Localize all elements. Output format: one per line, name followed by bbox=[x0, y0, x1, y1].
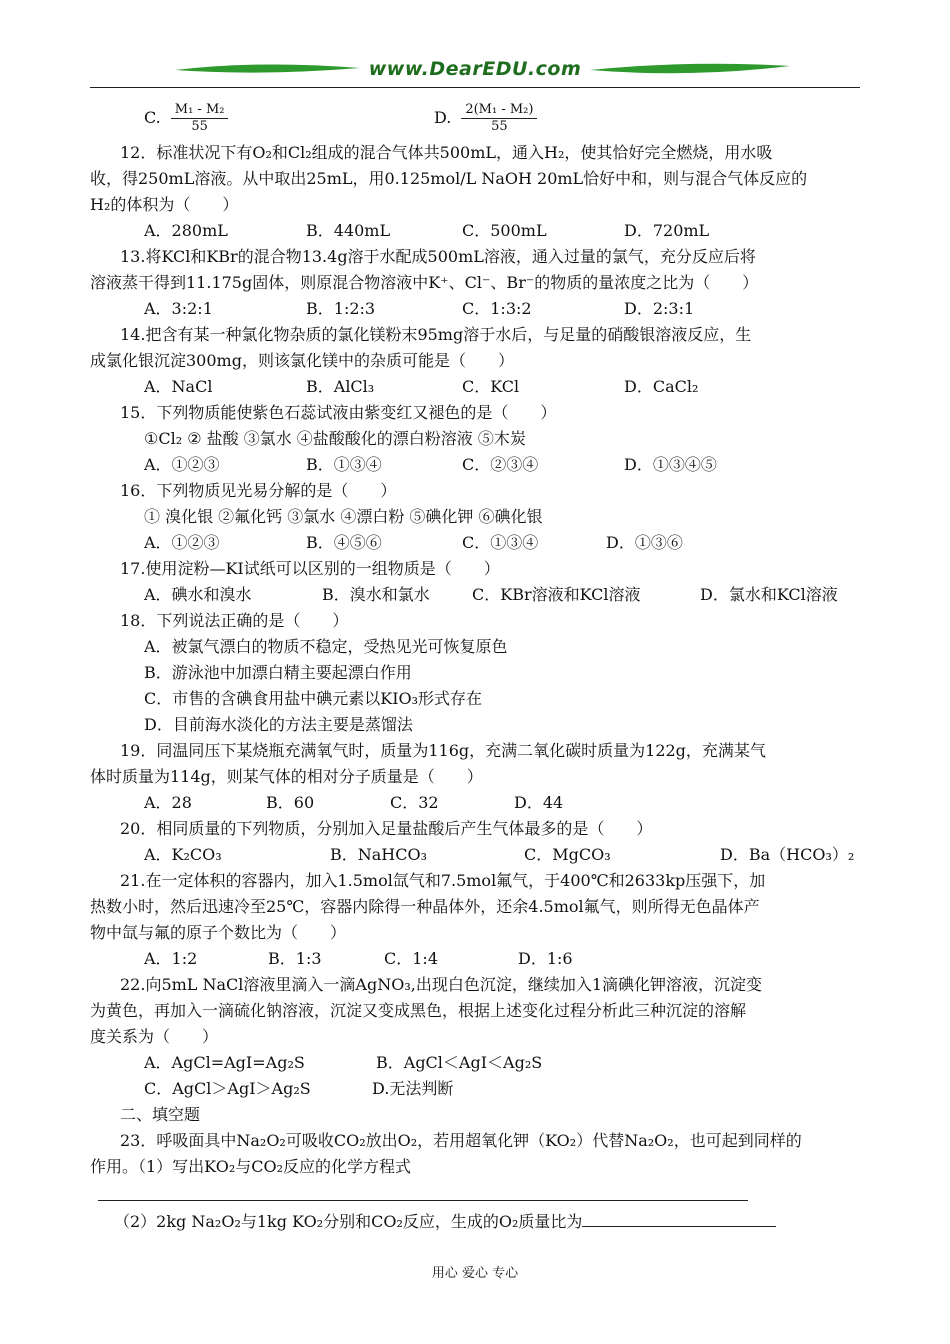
option-row bbox=[120, 218, 865, 244]
question-text: 17.使用淀粉—KI试纸可以区别的一组物质是（ ） bbox=[120, 559, 500, 578]
option-d[interactable]: D．1:6 bbox=[518, 949, 573, 968]
question-text: 作用。（1）写出KO₂与CO₂反应的化学方程式 bbox=[90, 1157, 412, 1176]
option-b[interactable]: B．④⑤⑥ bbox=[306, 533, 382, 552]
page-footer: 用心 爱心 专心 bbox=[431, 1266, 519, 1281]
header-divider bbox=[90, 87, 860, 88]
option-c[interactable]: C．①③④ bbox=[462, 533, 539, 552]
question-16 bbox=[120, 478, 865, 556]
option-d[interactable]: D．氯水和KCl溶液 bbox=[700, 585, 838, 604]
question-21 bbox=[90, 868, 865, 972]
question-12 bbox=[90, 140, 865, 244]
option-a[interactable]: A．NaCl bbox=[144, 377, 213, 396]
question-text: 12．标准状况下有O₂和Cl₂组成的混合气体共500mL，通入H₂，使其恰好完全燃烧，用水吸 bbox=[120, 143, 773, 162]
question-14 bbox=[90, 322, 865, 400]
question-20 bbox=[120, 816, 865, 868]
question-text: 23．呼吸面具中Na₂O₂可吸收CO₂放出O₂，若用超氧化钾（KO₂）代替Na₂O₂，也可起到同样的 bbox=[120, 1131, 802, 1150]
option-c[interactable]: C．500mL bbox=[462, 221, 547, 240]
question-text: H₂的体积为（ ） bbox=[90, 195, 239, 214]
question-text: 15．下列物质能使紫色石蕊试液由紫变红又褪色的是（ ） bbox=[120, 403, 557, 422]
option-row bbox=[120, 582, 865, 608]
option-a[interactable]: A．①②③ bbox=[144, 455, 220, 474]
option-b[interactable]: B．AlCl₃ bbox=[306, 377, 375, 396]
fraction-numerator: M₁ - M₂ bbox=[171, 102, 229, 119]
question-text: 21.在一定体积的容器内，加入1.5mol氙气和7.5mol氟气，于400℃和2633kp压强下，加 bbox=[120, 871, 766, 890]
option-b[interactable]: B．440mL bbox=[306, 221, 391, 240]
option-b[interactable]: B．1:2:3 bbox=[306, 299, 376, 318]
option-d[interactable]: D.无法判断 bbox=[372, 1079, 454, 1098]
option-row bbox=[120, 946, 865, 972]
option-c[interactable]: C．市售的含碘食用盐中碘元素以KIO₃形式存在 bbox=[144, 689, 483, 708]
option-c[interactable]: C．1:3:2 bbox=[462, 299, 532, 318]
question-13 bbox=[90, 244, 865, 322]
option-b[interactable]: B．AgCl＜AgI＜Ag₂S bbox=[376, 1053, 543, 1072]
option-b[interactable]: B．1:3 bbox=[268, 949, 322, 968]
option-b[interactable]: B．游泳池中加漂白精主要起漂白作用 bbox=[144, 663, 412, 682]
question-text: 物中氙与氟的原子个数比为（ ） bbox=[90, 923, 347, 942]
option-c[interactable]: C．1:4 bbox=[384, 949, 438, 968]
option-label: D. bbox=[434, 108, 452, 127]
option-a[interactable]: A．280mL bbox=[144, 221, 228, 240]
option-a[interactable]: A．1:2 bbox=[144, 949, 198, 968]
question-text: 18．下列说法正确的是（ ） bbox=[120, 611, 349, 630]
option-d[interactable]: D．720mL bbox=[624, 221, 710, 240]
option-a[interactable]: A．3:2:1 bbox=[144, 299, 213, 318]
question-items: ① 溴化银 ②氟化钙 ③氯水 ④漂白粉 ⑤碘化钾 ⑥碘化银 bbox=[144, 507, 543, 526]
question-text: 13.将KCl和KBr的混合物13.4g溶于水配成500mL溶液，通入过量的氯气，充分反应后将 bbox=[120, 247, 756, 266]
option-c[interactable]: C．KCl bbox=[462, 377, 520, 396]
option-d[interactable]: D．目前海水淡化的方法主要是蒸馏法 bbox=[144, 715, 413, 734]
fraction-denominator: 55 bbox=[491, 118, 508, 134]
question-text: 溶液蒸干得到11.175g固体，则原混合物溶液中K⁺、Cl⁻、Br⁻的物质的量浓度之比为（ ） bbox=[90, 273, 759, 292]
option-a[interactable]: A．28 bbox=[144, 793, 192, 812]
question-text: 体时质量为114g，则某气体的相对分子质量是（ ） bbox=[90, 767, 483, 786]
option-d[interactable]: D．①③⑥ bbox=[606, 533, 683, 552]
question-text: 收，得250mL溶液。从中取出25mL，用0.125mol/L NaOH 20mL恰好中和，则与混合气体反应的 bbox=[90, 169, 808, 188]
question-19 bbox=[90, 738, 865, 816]
option-d[interactable]: D．①③④⑤ bbox=[624, 455, 717, 474]
question-text: 19．同温同压下某烧瓶充满氧气时，质量为116g，充满二氧化碳时质量为122g，充满某气 bbox=[120, 741, 766, 760]
fraction bbox=[461, 102, 537, 135]
option-b[interactable]: B．60 bbox=[266, 793, 315, 812]
question-18 bbox=[120, 608, 865, 738]
question-text: （2）2kg Na₂O₂与1kg KO₂分别和CO₂反应，生成的O₂质量比为 bbox=[114, 1212, 583, 1231]
option-c[interactable]: C．32 bbox=[390, 793, 439, 812]
option-row bbox=[120, 790, 865, 816]
answer-blank-2[interactable] bbox=[582, 1212, 776, 1227]
question-text: 为黄色，再加入一滴硫化钠溶液，沉淀又变成黑色，根据上述变化过程分析此三种沉淀的溶解 bbox=[90, 1001, 747, 1020]
option-c[interactable]: C．AgCl＞AgI＞Ag₂S bbox=[144, 1079, 311, 1098]
question-items: ①Cl₂ ② 盐酸 ③氯水 ④盐酸酸化的漂白粉溶液 ⑤木炭 bbox=[144, 429, 526, 448]
option-b[interactable]: B．①③④ bbox=[306, 455, 382, 474]
option-row bbox=[120, 374, 865, 400]
fraction-denominator: 55 bbox=[191, 118, 208, 134]
option-d[interactable]: D．Ba（HCO₃）₂ bbox=[720, 845, 855, 864]
q11-option-d bbox=[434, 102, 537, 135]
option-a[interactable]: A．碘水和溴水 bbox=[144, 585, 252, 604]
option-a[interactable]: A．K₂CO₃ bbox=[144, 845, 222, 864]
question-23-part2 bbox=[114, 1209, 865, 1235]
option-row bbox=[120, 842, 865, 868]
page-header bbox=[90, 56, 860, 92]
answer-blank-1[interactable] bbox=[98, 1180, 748, 1201]
fraction bbox=[171, 102, 229, 135]
option-d[interactable]: D．44 bbox=[514, 793, 564, 812]
option-label: C. bbox=[144, 108, 161, 127]
option-b[interactable]: B．NaHCO₃ bbox=[330, 845, 428, 864]
site-logo[interactable]: www.DearEDU.com bbox=[368, 58, 582, 80]
option-row bbox=[120, 296, 865, 322]
question-text: 成氯化银沉淀300mg，则该氯化镁中的杂质可能是（ ） bbox=[90, 351, 514, 370]
option-row bbox=[120, 530, 865, 556]
question-text: 度关系为（ ） bbox=[90, 1027, 219, 1046]
question-17 bbox=[120, 556, 865, 608]
question-text: 22.向5mL NaCl溶液里滴入一滴AgNO₃,出现白色沉淀，继续加入1滴碘化钾溶液，沉淀变 bbox=[120, 975, 763, 994]
question-text: 14.把含有某一种氯化物杂质的氯化镁粉末95mg溶于水后，与足量的硝酸银溶液反应，生 bbox=[120, 325, 752, 344]
option-d[interactable]: D．CaCl₂ bbox=[624, 377, 699, 396]
question-text: 16．下列物质见光易分解的是（ ） bbox=[120, 481, 397, 500]
question-22 bbox=[90, 972, 865, 1102]
option-a[interactable]: A．AgCl=AgI=Ag₂S bbox=[144, 1053, 305, 1072]
option-a[interactable]: A．①②③ bbox=[144, 533, 220, 552]
option-row bbox=[120, 1076, 865, 1102]
question-text: 20．相同质量的下列物质，分别加入足量盐酸后产生气体最多的是（ ） bbox=[120, 819, 653, 838]
q11-option-c bbox=[120, 102, 434, 135]
option-row bbox=[120, 452, 865, 478]
question-23 bbox=[90, 1128, 865, 1235]
question-15 bbox=[120, 400, 865, 478]
document-body bbox=[90, 100, 865, 1235]
option-d[interactable]: D．2:3:1 bbox=[624, 299, 695, 318]
option-c[interactable]: C．MgCO₃ bbox=[524, 845, 611, 864]
option-row bbox=[120, 1050, 865, 1076]
option-c[interactable]: C．②③④ bbox=[462, 455, 539, 474]
section-title: 二、填空题 bbox=[120, 1105, 201, 1124]
option-a[interactable]: A．被氯气漂白的物质不稳定，受热见光可恢复原色 bbox=[144, 637, 508, 656]
option-b[interactable]: B．溴水和氯水 bbox=[322, 585, 430, 604]
q11-options bbox=[120, 100, 865, 136]
fraction-numerator: 2(M₁ - M₂) bbox=[461, 102, 537, 119]
option-c[interactable]: C．KBr溶液和KCl溶液 bbox=[472, 585, 641, 604]
question-text: 热数小时，然后迅速冷至25℃，容器内除得一种晶体外，还余4.5mol氟气，则所得无色晶体产 bbox=[90, 897, 760, 916]
